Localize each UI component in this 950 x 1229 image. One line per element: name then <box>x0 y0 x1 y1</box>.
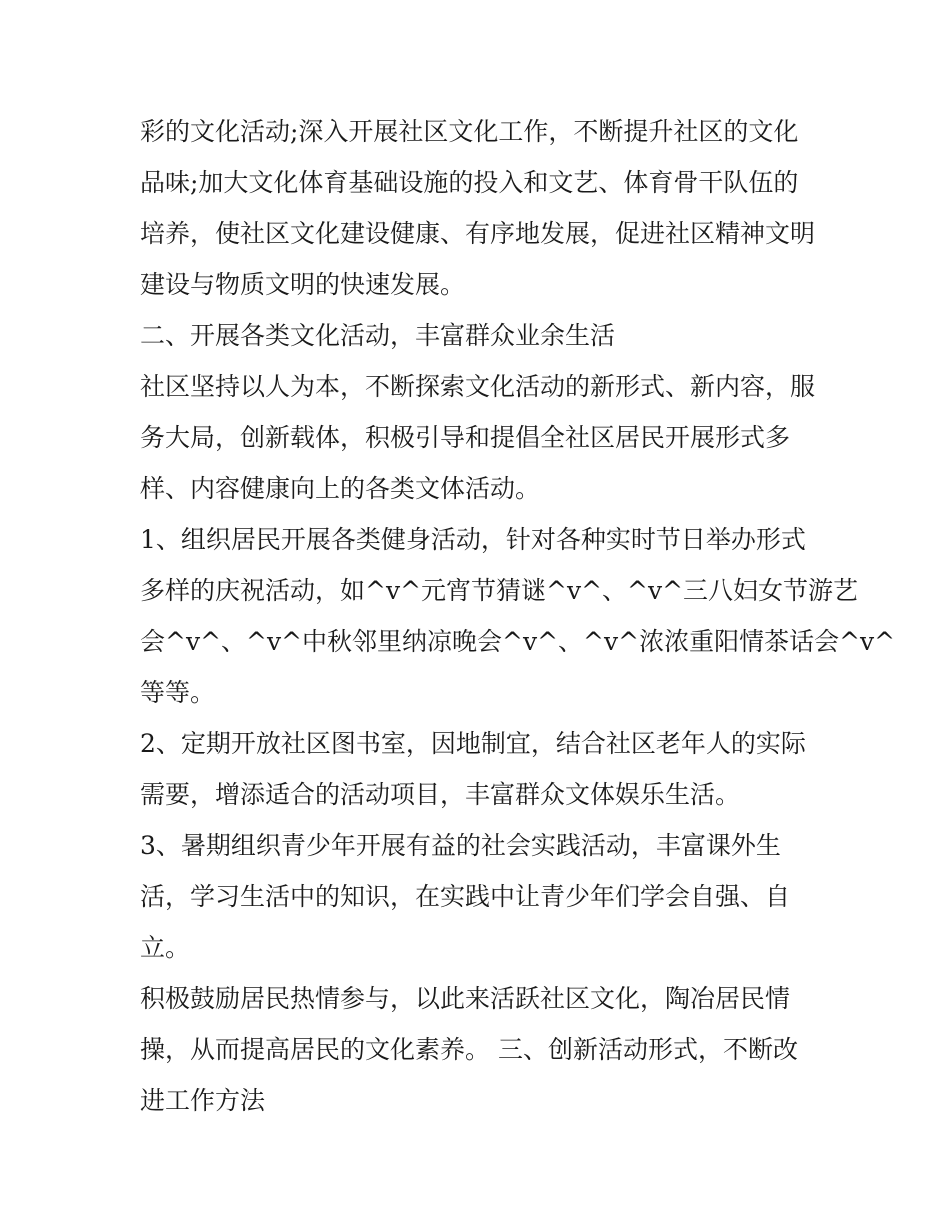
text-line: 务大局，创新载体，积极引导和提倡全社区居民开展形式多 <box>140 423 791 452</box>
text-line: 样、内容健康向上的各类文体活动。 <box>140 474 541 503</box>
list-item: 3、暑期组织青少年开展有益的社会实践活动，丰富课外生 <box>140 831 781 860</box>
text-line: 需要，增添适合的活动项目，丰富群众文体娱乐生活。 <box>140 780 741 809</box>
text-line: 活，学习生活中的知识，在实践中让青少年们学会自强、自 <box>140 882 791 911</box>
list-item: 2、定期开放社区图书室，因地制宜，结合社区老年人的实际 <box>140 729 806 758</box>
text-line: 彩的文化活动;深入开展社区文化工作，不断提升社区的文化 <box>140 117 799 146</box>
text-line: 培养，使社区文化建设健康、有序地发展，促进社区精神文明 <box>140 219 816 248</box>
text-line: 品味;加大文化体育基础设施的投入和文艺、体育骨干队伍的 <box>140 168 799 197</box>
text-line: 操，从而提高居民的文化素养。 三、创新活动形式，不断改 <box>140 1035 798 1064</box>
text-line: 进工作方法 <box>140 1086 266 1115</box>
text-line: 等等。 <box>140 678 216 707</box>
section-heading: 二、开展各类文化活动，丰富群众业余生活 <box>140 321 616 350</box>
text-line: 积极鼓励居民热情参与，以此来活跃社区文化，陶冶居民情 <box>140 984 791 1013</box>
text-line: 建设与物质文明的快速发展。 <box>140 270 466 299</box>
list-item: 1、组织居民开展各类健身活动，针对各种实时节日举办形式 <box>140 525 806 554</box>
text-line: 会^v^、^v^中秋邻里纳凉晚会^v^、^v^浓浓重阳情茶话会^v^ <box>140 627 896 656</box>
document-body <box>140 106 896 1126</box>
text-line: 社区坚持以人为本，不断探索文化活动的新形式、新内容，服 <box>140 372 816 401</box>
text-line: 多样的庆祝活动，如^v^元宵节猜谜^v^、^v^三八妇女节游艺 <box>140 576 859 605</box>
text-line: 立。 <box>140 933 191 962</box>
